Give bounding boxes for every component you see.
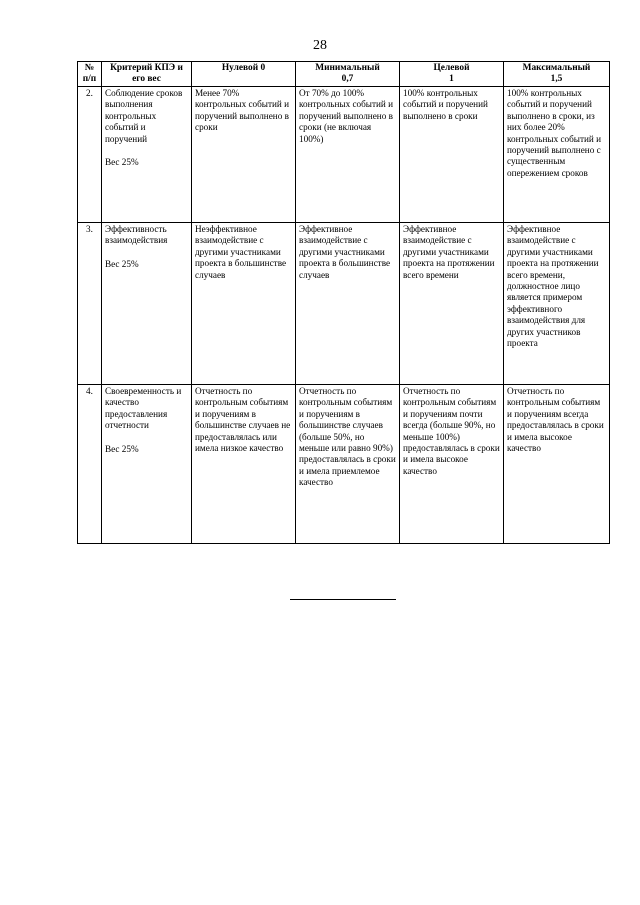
criterion-weight: Вес 25% xyxy=(105,443,139,454)
criterion-cell xyxy=(102,385,192,544)
page-number: 28 xyxy=(313,38,327,53)
header-criterion xyxy=(102,62,192,87)
header-minimal-line2: 0,7 xyxy=(341,73,354,84)
target-level-cell: Эффективное взаимодействие с другими участниками проекта на протяжении всего времени xyxy=(400,223,504,385)
header-number xyxy=(78,62,102,87)
criterion-cell xyxy=(102,87,192,223)
table-row xyxy=(78,223,610,385)
criterion-text: Своевременность и качество предоставления отчетности xyxy=(105,386,182,431)
criterion-weight: Вес 25% xyxy=(105,157,139,168)
maximal-level-cell: Отчетность по контрольным событиям и поручениям всегда предоставлялась в сроки и имела высокое качество xyxy=(504,385,610,544)
criterion-cell xyxy=(102,223,192,385)
target-level-cell: 100% контрольных событий и поручений выполнено в сроки xyxy=(400,87,504,223)
header-maximal-line2: 1,5 xyxy=(550,73,563,84)
row-number: 4. xyxy=(78,385,102,544)
header-target xyxy=(400,62,504,87)
header-number-line1: № xyxy=(84,63,95,73)
header-minimal xyxy=(296,62,400,87)
header-number-line2: п/п xyxy=(82,73,97,84)
row-number: 2. xyxy=(78,87,102,223)
criterion-weight: Вес 25% xyxy=(105,258,139,269)
zero-level-cell: Отчетность по контрольным событиям и поручениям в большинстве случаев не предоставлялась или имела низкое качество xyxy=(192,385,296,544)
table-row xyxy=(78,385,610,544)
maximal-level-cell: 100% контрольных событий и поручений выполнено в сроки, из них более 20% контрольных событий и поручений выполнено с существенным опережением сроков xyxy=(504,87,610,223)
zero-level-cell: Менее 70% контрольных событий и поручений выполнено в сроки xyxy=(192,87,296,223)
header-zero xyxy=(192,62,296,87)
header-minimal-line1: Минимальный xyxy=(315,63,380,73)
criterion-text: Эффективность взаимодействия xyxy=(105,224,168,246)
target-level-cell: Отчетность по контрольным событиям и поручениям почти всегда (больше 90%, но меньше 100%) предоставлялась в сроки и имела высокое качество xyxy=(400,385,504,544)
minimal-level-cell: Эффективное взаимодействие с другими участниками проекта в большинстве случаев xyxy=(296,223,400,385)
maximal-level-cell: Эффективное взаимодействие с другими участниками проекта на протяжении всего времени, должностное лицо является примером эффективного взаимодействия для других участников проекта xyxy=(504,223,610,385)
zero-level-cell: Неэффективное взаимодействие с другими участниками проекта в большинстве случаев xyxy=(192,223,296,385)
header-criterion-line1: Критерий КПЭ и xyxy=(110,63,183,73)
header-zero-line1: Нулевой 0 xyxy=(221,63,266,73)
row-number: 3. xyxy=(78,223,102,385)
header-maximal xyxy=(504,62,610,87)
criterion-text: Соблюдение сроков выполнения контрольных событий и поручений xyxy=(105,88,183,144)
header-target-line1: Целевой xyxy=(433,63,470,73)
table-row xyxy=(78,87,610,223)
kpe-criteria-table xyxy=(77,61,610,544)
minimal-level-cell: Отчетность по контрольным событиям и поручениям в большинстве случаев (больше 50%, но меньше или равно 90%) предоставлялась в сроки и имела приемлемое качество xyxy=(296,385,400,544)
table-header-row xyxy=(78,62,610,87)
header-maximal-line1: Максимальный xyxy=(522,63,591,73)
minimal-level-cell: От 70% до 100% контрольных событий и поручений выполнено в сроки (не включая 100%) xyxy=(296,87,400,223)
header-criterion-line2: его вес xyxy=(132,73,161,84)
header-target-line2: 1 xyxy=(449,73,454,84)
end-separator-line xyxy=(290,599,396,600)
